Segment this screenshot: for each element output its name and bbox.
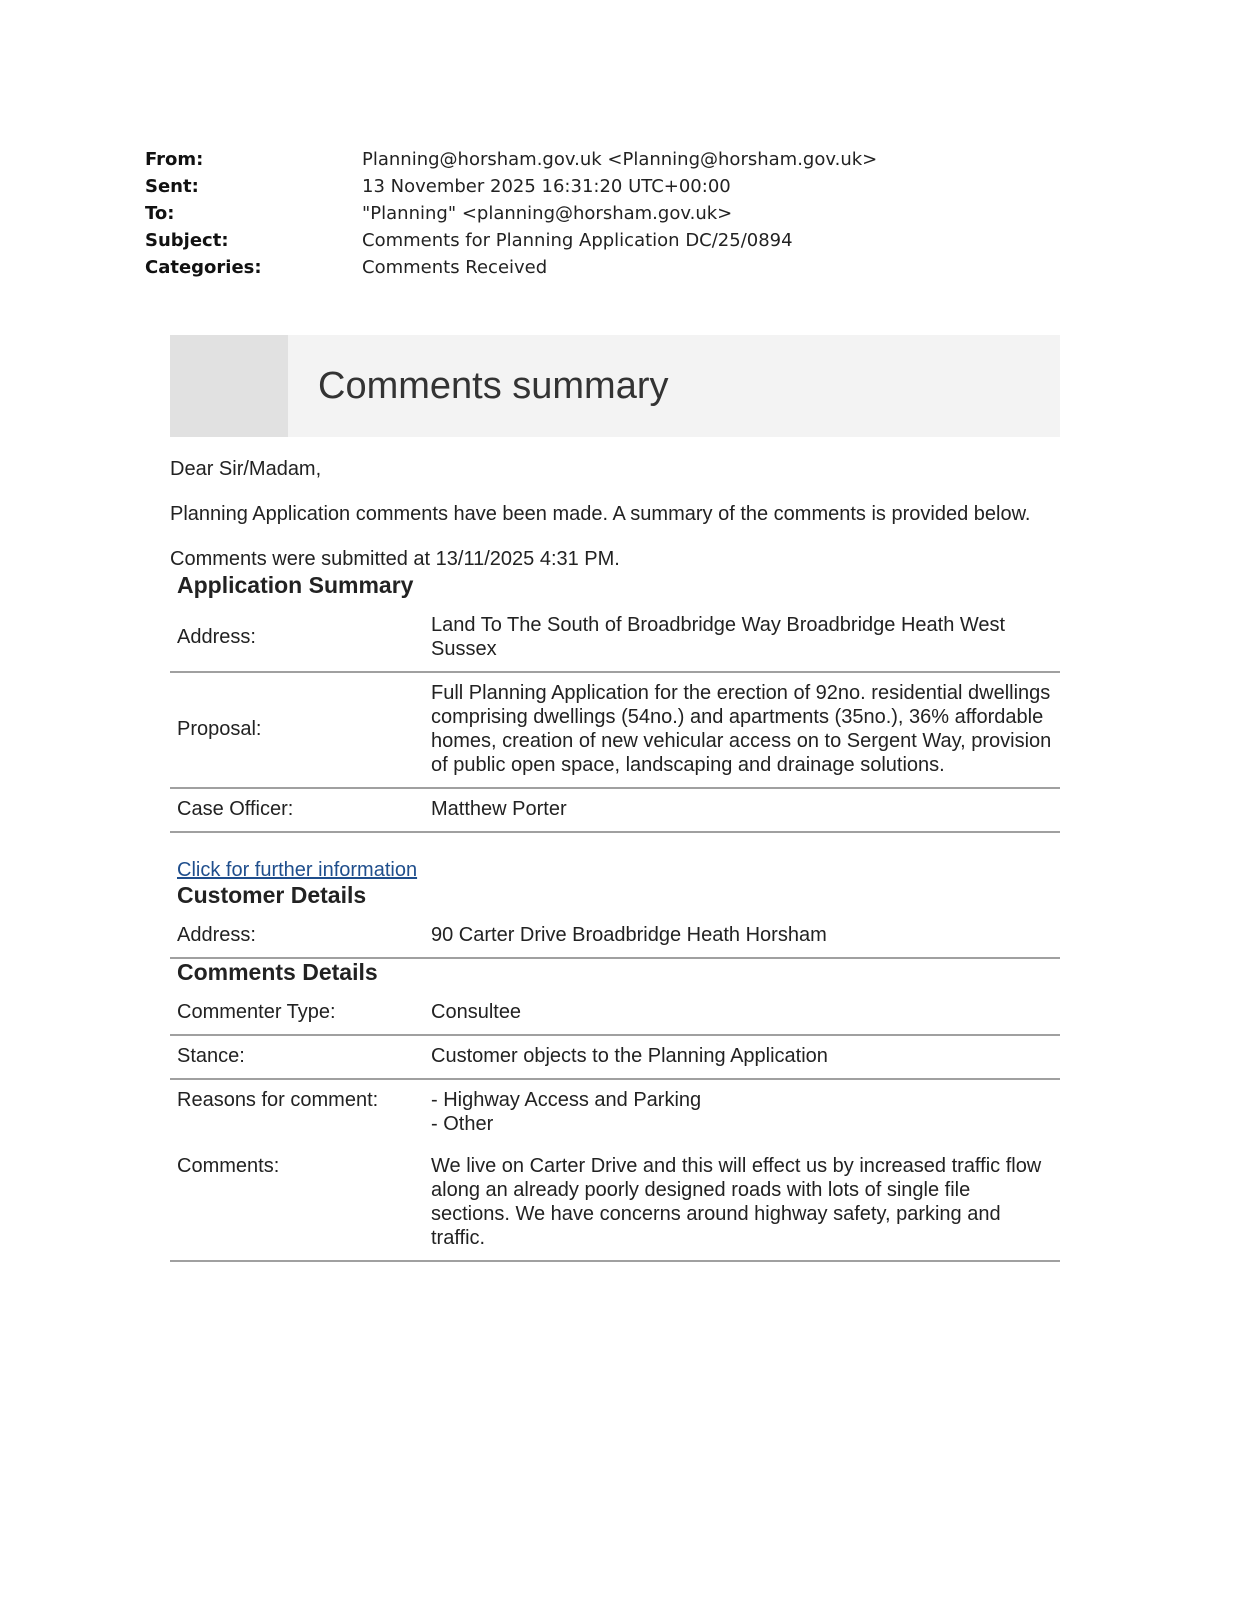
reason-item: - Other [431, 1113, 494, 1135]
to-label: To: [145, 203, 175, 224]
case-officer-value: Matthew Porter [424, 788, 1060, 832]
further-info-wrap [170, 859, 1060, 882]
from-value: Planning@horsham.gov.uk <Planning@horsham.gov.uk> [362, 149, 878, 170]
page-title: Comments summary [318, 365, 669, 407]
table-row [170, 605, 1060, 672]
proposal-label: Proposal: [170, 672, 424, 788]
email-header [145, 146, 877, 281]
commenter-type-value: Consultee [424, 992, 1060, 1035]
table-row [170, 1035, 1060, 1079]
categories-value: Comments Received [362, 257, 548, 278]
address-value: Land To The South of Broadbridge Way Broadbridge Heath West Sussex [424, 605, 1060, 672]
table-row [170, 915, 1060, 958]
customer-details-title: Customer Details [177, 882, 367, 908]
sent-value: 13 November 2025 16:31:20 UTC+00:00 [362, 176, 731, 197]
subject-label: Subject: [145, 230, 229, 251]
table-row [170, 992, 1060, 1035]
greeting: Dear Sir/Madam, [170, 458, 322, 480]
summary-banner [170, 335, 1060, 437]
table-row [170, 1079, 1060, 1146]
categories-label: Categories: [145, 257, 262, 278]
comments-value: We live on Carter Drive and this will effect us by increased traffic flow along an already poorly designed roads with lots of single file sections. We have concerns around highway safety, parking and traffic. [424, 1146, 1060, 1261]
reasons-value [424, 1079, 1060, 1146]
header-to-row [145, 200, 877, 227]
address-label: Address: [170, 605, 424, 672]
reasons-label: Reasons for comment: [177, 1089, 379, 1111]
stance-label: Stance: [170, 1035, 424, 1079]
stance-value: Customer objects to the Planning Application [424, 1035, 1060, 1079]
customer-address-label: Address: [170, 915, 424, 958]
proposal-value: Full Planning Application for the erection of 92no. residential dwellings comprising dwellings (54no.) and apartments (35no.), 36% affordable homes, creation of new vehicular access on to Sergent Way, provision of public open space, landscaping and drainage solutions. [424, 672, 1060, 788]
table-row [170, 1146, 1060, 1261]
application-summary-table [170, 605, 1060, 833]
commenter-type-label: Commenter Type: [170, 992, 424, 1035]
banner-side-block [170, 335, 288, 437]
to-value: "Planning" <planning@horsham.gov.uk> [362, 203, 733, 224]
subject-value: Comments for Planning Application DC/25/0894 [362, 230, 793, 251]
comments-label: Comments: [170, 1146, 424, 1261]
comments-details-title: Comments Details [177, 959, 378, 985]
header-sent-row [145, 173, 877, 200]
sent-label: Sent: [145, 176, 199, 197]
table-row [170, 672, 1060, 788]
further-information-link[interactable]: Click for further information [177, 859, 418, 881]
header-categories-row [145, 254, 877, 281]
from-label: From: [145, 149, 204, 170]
customer-details-table [170, 915, 1060, 959]
header-from-row [145, 146, 877, 173]
submitted-text: Comments were submitted at 13/11/2025 4:31 PM. [170, 548, 620, 570]
reason-item: - Highway Access and Parking [431, 1089, 702, 1111]
intro-text: Planning Application comments have been made. A summary of the comments is provided below. [170, 503, 1031, 525]
email-body [170, 335, 1060, 1262]
comments-details-table [170, 992, 1060, 1262]
customer-address-value: 90 Carter Drive Broadbridge Heath Horsham [424, 915, 1060, 958]
table-row [170, 788, 1060, 832]
header-subject-row [145, 227, 877, 254]
application-summary-title: Application Summary [177, 572, 414, 598]
case-officer-label: Case Officer: [170, 788, 424, 832]
